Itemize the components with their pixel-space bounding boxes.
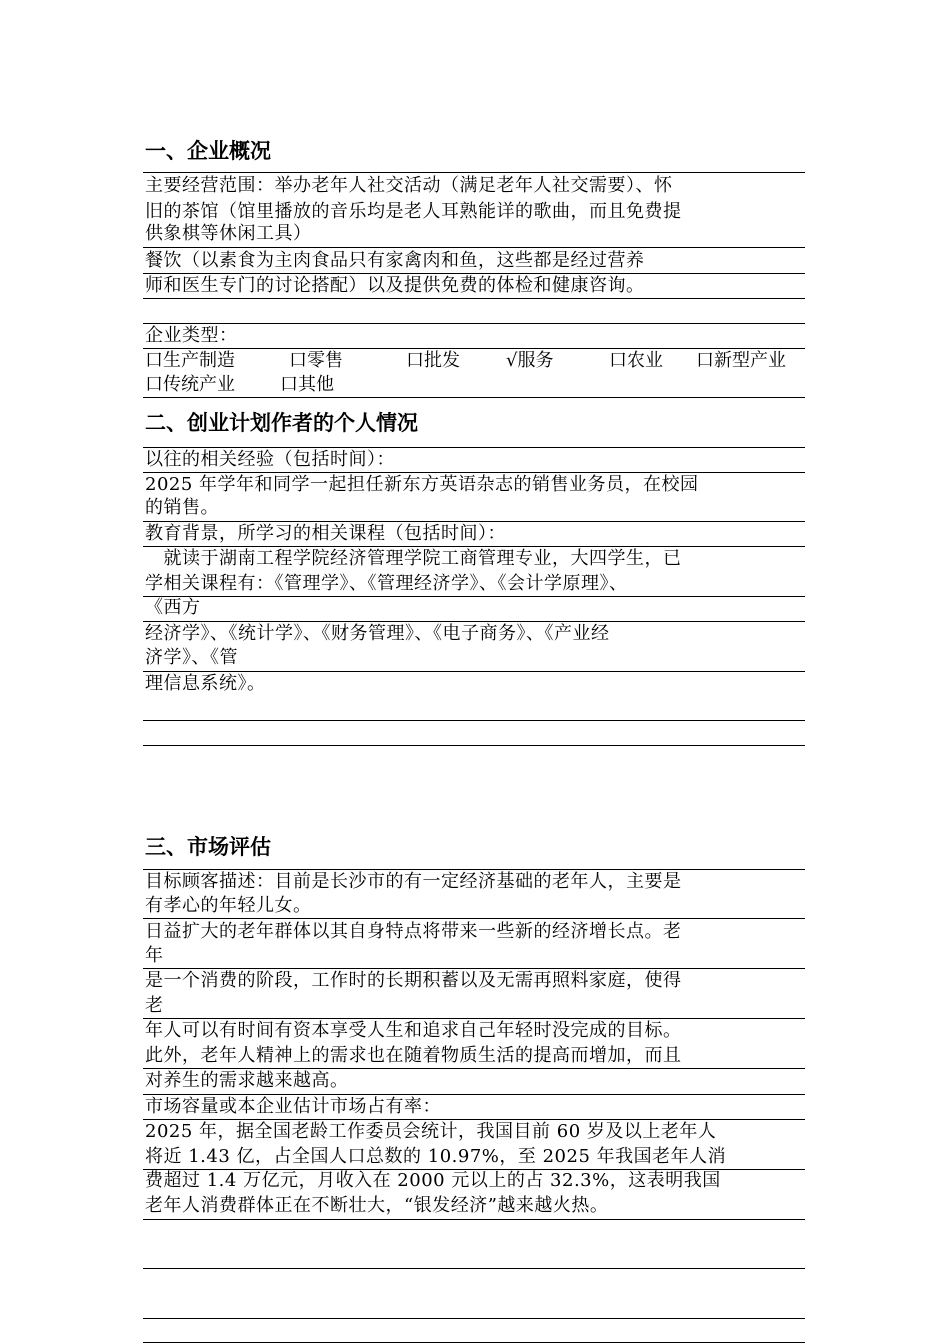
- experience-label: 以往的相关经验（包括时间）：: [145, 449, 395, 470]
- rule-line: [143, 918, 805, 919]
- market-capacity-label: 市场容量或本企业估计市场占有率：: [145, 1096, 441, 1117]
- rule-line: [143, 671, 805, 672]
- rule-line: [143, 546, 805, 547]
- rule-line: [143, 1018, 805, 1019]
- scope-line: 供象棋等休闲工具）: [145, 223, 312, 244]
- rule-line: [143, 869, 805, 870]
- education-line: 就读于湖南工程学院经济管理学院工商管理专业，大四学生，已: [145, 548, 682, 569]
- education-line: 理信息系统》。: [145, 673, 266, 694]
- rule-line: [143, 1068, 805, 1069]
- enterprise-type-label: 企业类型：: [145, 325, 238, 346]
- type-option-agriculture[interactable]: 口农业: [609, 350, 663, 371]
- section-heading-market-assessment: 三、市场评估: [145, 835, 271, 859]
- rule-line: [143, 968, 805, 969]
- education-line: 济学》、《管: [145, 647, 238, 668]
- target-line: 此外，老年人精神上的需求也在随着物质生活的提高而增加，而且: [145, 1045, 682, 1066]
- rule-line: [143, 323, 805, 324]
- type-option-retail[interactable]: 口零售: [289, 350, 343, 371]
- type-option-wholesale[interactable]: 口批发: [406, 350, 460, 371]
- rule-line: [143, 745, 805, 746]
- target-line: 对养生的需求越来越高。: [145, 1070, 349, 1091]
- rule-line: [143, 1342, 805, 1343]
- scope-line: 餐饮（以素食为主肉食品只有家禽肉和鱼，这些都是经过营养: [145, 250, 645, 271]
- target-line: 老: [145, 995, 164, 1016]
- rule-line: [143, 621, 805, 622]
- capacity-line: 2025 年，据全国老龄工作委员会统计，我国目前 60 岁及以上老年人: [145, 1121, 717, 1142]
- rule-line: [143, 348, 805, 349]
- rule-line: [143, 1094, 805, 1095]
- capacity-line: 将近 1.43 亿，占全国人口总数的 10.97%，至 2025 年我国老年人消: [145, 1146, 727, 1167]
- rule-line: [143, 1318, 805, 1319]
- experience-line: 2025 年学年和同学一起担任新东方英语杂志的销售业务员，在校园: [145, 474, 699, 495]
- target-line: 年人可以有时间有资本享受人生和追求自己年轻时没完成的目标。: [145, 1020, 682, 1041]
- type-option-service-checked[interactable]: √服务: [506, 350, 554, 371]
- scope-line: 主要经营范围：举办老年人社交活动（满足老年人社交需要）、怀: [145, 175, 673, 196]
- section-heading-author-profile: 二、创业计划作者的个人情况: [145, 411, 418, 435]
- education-label: 教育背景，所学习的相关课程（包括时间）：: [145, 523, 506, 544]
- target-line: 年: [145, 945, 164, 966]
- target-line: 目标顾客描述：目前是长沙市的有一定经济基础的老年人，主要是: [145, 871, 682, 892]
- type-option-traditional[interactable]: 口传统产业: [145, 374, 235, 395]
- education-line: 学相关课程有：《管理学》、《管理经济学》、《会计学原理》、: [145, 573, 628, 594]
- rule-line: [143, 247, 805, 248]
- scope-line: 师和医生专门的讨论搭配）以及提供免费的体检和健康咨询。: [145, 275, 645, 296]
- rule-line: [143, 273, 805, 274]
- rule-line: [143, 1119, 805, 1120]
- rule-line: [143, 172, 805, 173]
- education-line: 经济学》、《统计学》、《财务管理》、《电子商务》、《产业经: [145, 623, 610, 644]
- scope-line: 旧的茶馆（馆里播放的音乐均是老人耳熟能详的歌曲，而且免费提: [145, 201, 682, 222]
- target-line: 有孝心的年轻儿女。: [145, 895, 312, 916]
- rule-line: [143, 521, 805, 522]
- rule-line: [143, 472, 805, 473]
- rule-line: [143, 596, 805, 597]
- target-line: 是一个消费的阶段，工作时的长期积蓄以及无需再照料家庭，使得: [145, 970, 682, 991]
- rule-line: [143, 397, 805, 398]
- rule-line: [143, 447, 805, 448]
- type-option-other[interactable]: 口其他: [280, 374, 334, 395]
- rule-line: [143, 1268, 805, 1269]
- experience-line: 的销售。: [145, 497, 219, 518]
- education-line: 《西方: [145, 597, 201, 618]
- type-option-manufacturing[interactable]: 口生产制造: [145, 350, 235, 371]
- capacity-line: 老年人消费群体正在不断壮大，“银发经济”越来越火热。: [145, 1195, 609, 1216]
- rule-line: [143, 720, 805, 721]
- target-line: 日益扩大的老年群体以其自身特点将带来一些新的经济增长点。老: [145, 921, 682, 942]
- capacity-line: 费超过 1.4 万亿元，月收入在 2000 元以上的占 32.3%，这表明我国: [145, 1170, 721, 1191]
- rule-line: [143, 1219, 805, 1220]
- rule-line: [143, 298, 805, 299]
- section-heading-company-overview: 一、企业概况: [145, 139, 271, 163]
- type-option-new-industry[interactable]: 口新型产业: [696, 350, 786, 371]
